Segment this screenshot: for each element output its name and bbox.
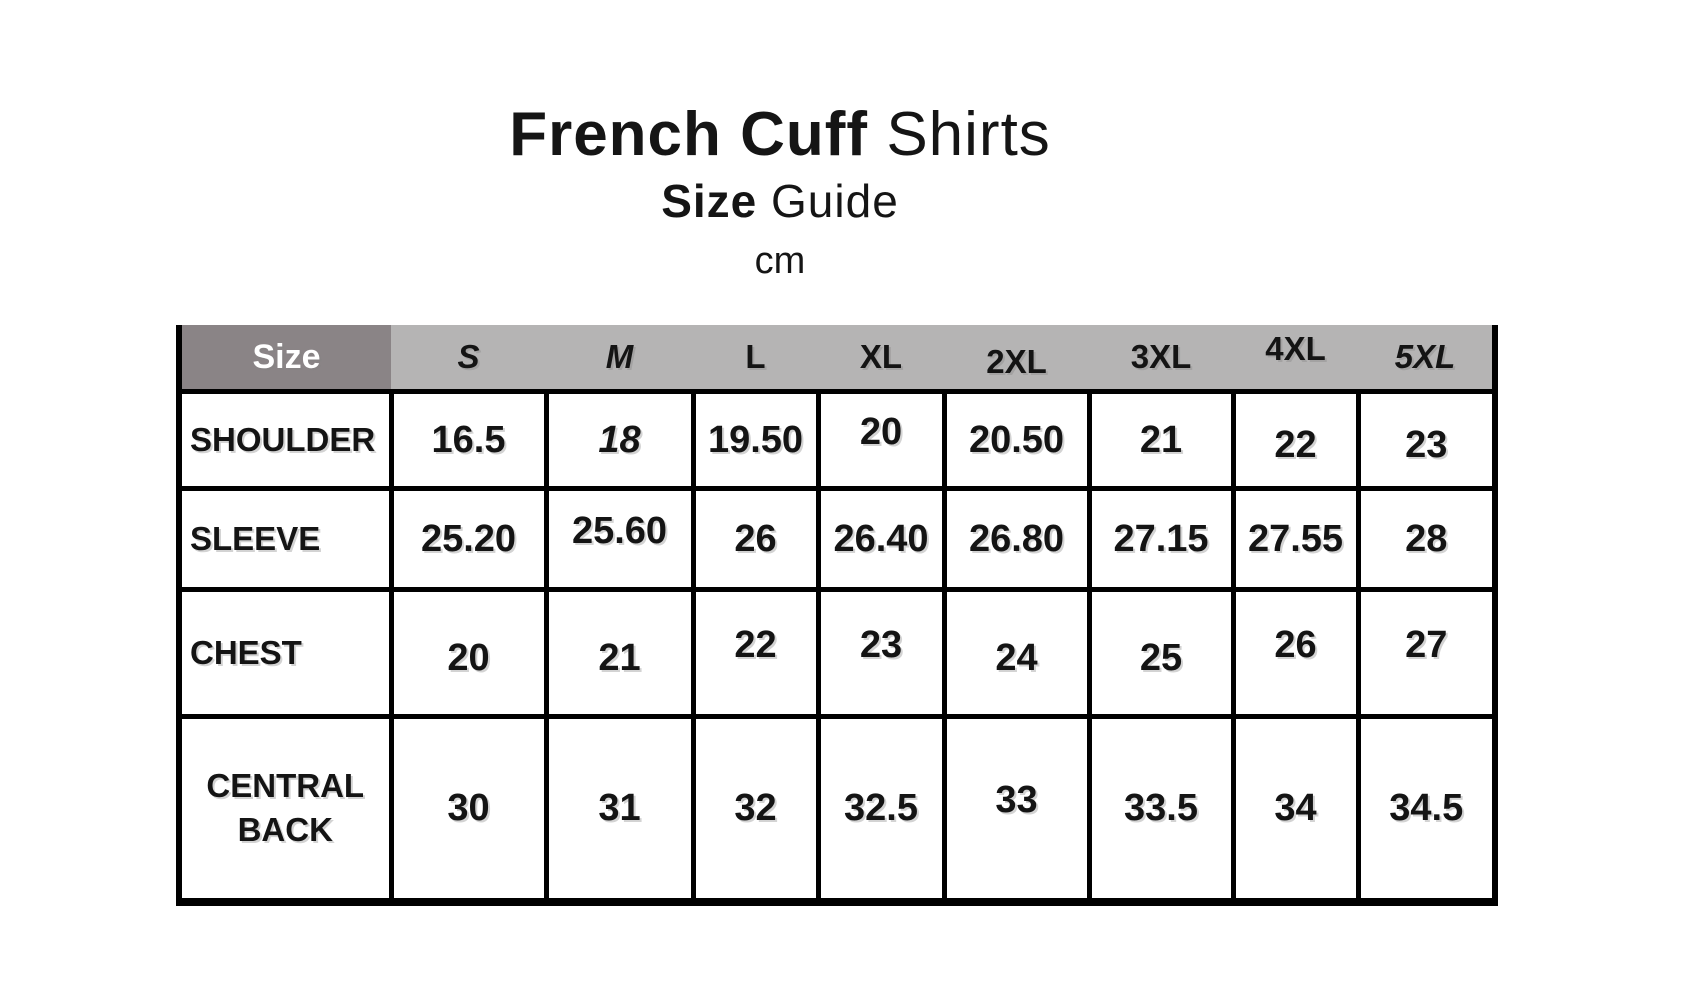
col-header-5xl: 5XL [1358, 325, 1495, 392]
title-block [0, 100, 1560, 282]
row-shoulder [179, 392, 1495, 489]
col-header-3xl: 3XL [1089, 325, 1233, 392]
cell-central-back-4xl: 34 [1233, 717, 1358, 902]
cell-sleeve-s: 25.20 [391, 489, 546, 590]
cell-sleeve-m: 25.60 [546, 489, 693, 590]
size-chart-header [179, 325, 1495, 392]
row-central-back [179, 717, 1495, 902]
page-subtitle-rest: Guide [771, 175, 899, 227]
col-header-m: M [546, 325, 693, 392]
cell-chest-5xl: 27 [1358, 590, 1495, 717]
cell-chest-xl: 23 [818, 590, 944, 717]
unit-label: cm [754, 240, 806, 282]
col-header-xl: XL [818, 325, 944, 392]
col-header-s: S [391, 325, 546, 392]
size-chart-table [176, 325, 1498, 906]
cell-sleeve-5xl: 28 [1358, 489, 1495, 590]
cell-central-back-5xl: 34.5 [1358, 717, 1495, 902]
cell-shoulder-4xl: 22 [1233, 392, 1358, 489]
cell-chest-m: 21 [546, 590, 693, 717]
corner-header-size: Size [179, 325, 391, 392]
row-label-sleeve: SLEEVE [179, 489, 391, 590]
page-subtitle [0, 175, 1560, 227]
cell-central-back-2xl: 33 [944, 717, 1089, 902]
cell-sleeve-4xl: 27.55 [1233, 489, 1358, 590]
page-subtitle-emphasis: Size [661, 175, 758, 227]
cell-chest-2xl: 24 [944, 590, 1089, 717]
col-header-l: L [693, 325, 818, 392]
cell-shoulder-s: 16.5 [391, 392, 546, 489]
cell-sleeve-3xl: 27.15 [1089, 489, 1233, 590]
page-title-emphasis: French Cuff [509, 100, 869, 169]
cell-shoulder-m: 18 [546, 392, 693, 489]
cell-sleeve-2xl: 26.80 [944, 489, 1089, 590]
cell-central-back-xl: 32.5 [818, 717, 944, 902]
cell-chest-s: 20 [391, 590, 546, 717]
cell-sleeve-xl: 26.40 [818, 489, 944, 590]
size-chart-body [179, 392, 1495, 902]
row-label-shoulder: SHOULDER [179, 392, 391, 489]
row-label-central-back: CENTRAL BACK [179, 717, 391, 902]
cell-central-back-3xl: 33.5 [1089, 717, 1233, 902]
cell-sleeve-l: 26 [693, 489, 818, 590]
cell-chest-l: 22 [693, 590, 818, 717]
page-title-rest: Shirts [886, 100, 1051, 169]
col-header-4xl: 4XL [1233, 325, 1358, 392]
row-sleeve [179, 489, 1495, 590]
col-header-2xl: 2XL [944, 325, 1089, 392]
cell-chest-4xl: 26 [1233, 590, 1358, 717]
row-chest [179, 590, 1495, 717]
cell-shoulder-3xl: 21 [1089, 392, 1233, 489]
header-row [179, 325, 1495, 392]
cell-shoulder-2xl: 20.50 [944, 392, 1089, 489]
cell-central-back-l: 32 [693, 717, 818, 902]
cell-shoulder-xl: 20 [818, 392, 944, 489]
row-label-chest: CHEST [179, 590, 391, 717]
cell-chest-3xl: 25 [1089, 590, 1233, 717]
cell-central-back-m: 31 [546, 717, 693, 902]
cell-shoulder-l: 19.50 [693, 392, 818, 489]
page-title [0, 100, 1560, 169]
cell-shoulder-5xl: 23 [1358, 392, 1495, 489]
cell-central-back-s: 30 [391, 717, 546, 902]
